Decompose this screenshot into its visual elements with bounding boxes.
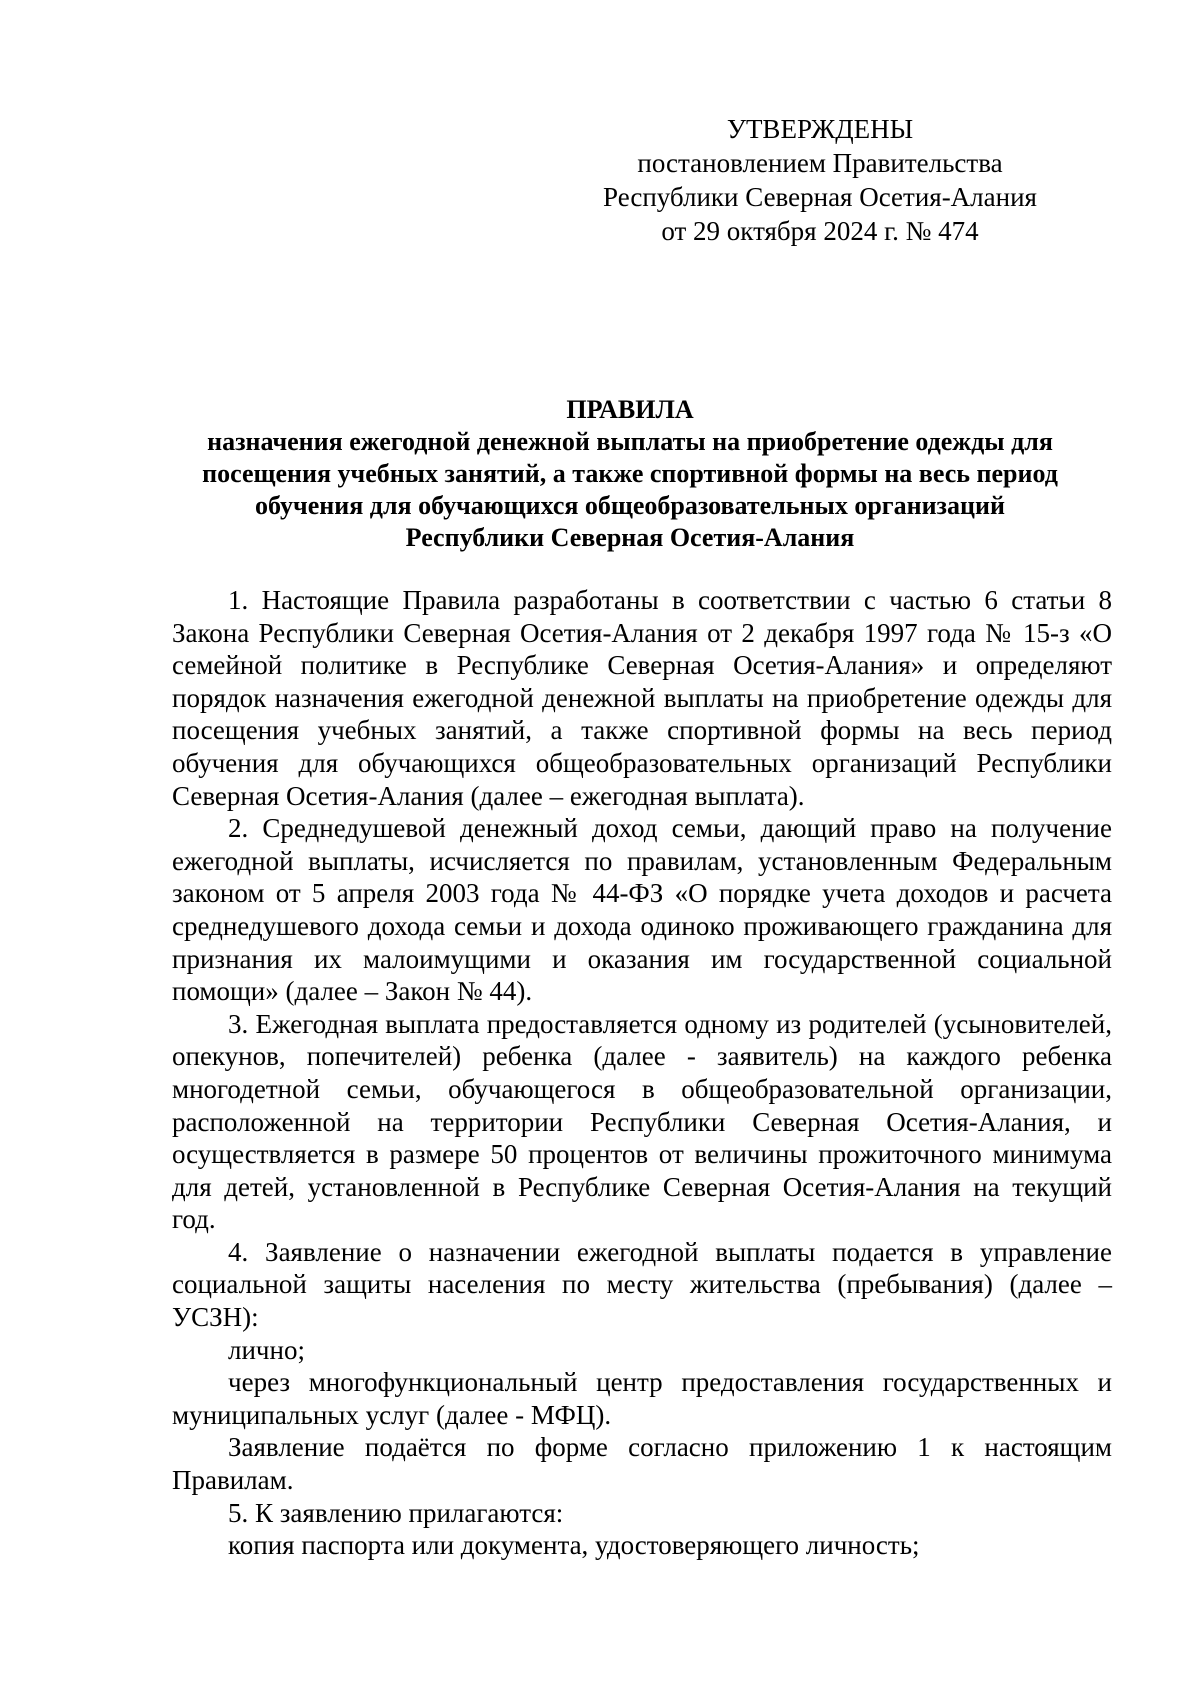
document-title	[150, 394, 1110, 554]
title-line-2: посещения учебных занятий, а также спортивной формы на весь период	[202, 459, 1058, 488]
paragraph-2: 2. Среднедушевой денежный доход семьи, дающий право на получение ежегодной выплаты, исчисляется по правилам, установленным Федеральным законом от 5 апреля 2003 года № 44-ФЗ «О порядке учета доходов и расчета среднедушевого дохода семьи и дохода одиноко проживающего гражданина для признания их малоимущими и оказания им государственной социальной помощи» (далее – Закон № 44).	[172, 813, 1112, 1007]
approval-region: Республики Северная Осетия-Алания	[603, 182, 1037, 212]
title-line-3: обучения для обучающихся общеобразовательных организаций	[255, 491, 1005, 520]
paragraph-4-option-mfc: через многофункциональный центр предоставления государственных и муниципальных услуг (далее - МФЦ).	[172, 1367, 1112, 1430]
title-heading: ПРАВИЛА	[566, 395, 694, 424]
paragraph-1: 1. Настоящие Правила разработаны в соответствии с частью 6 статьи 8 Закона Республики Северная Осетия-Алания от 2 декабря 1997 года № 15-з «О семейной политике в Республике Северная Осетия-Алания» и определяют порядок назначения ежегодной денежной выплаты на приобретение одежды для посещения учебных занятий, а также спортивной формы на весь период обучения для обучающихся общеобразовательных организаций Республики Северная Осетия-Алания (далее – ежегодная выплата).	[172, 585, 1112, 811]
document-body	[172, 584, 1112, 1562]
approval-authority: постановлением Правительства	[637, 148, 1003, 178]
title-line-4: Республики Северная Осетия-Алания	[405, 523, 855, 552]
approval-stamp	[570, 112, 1070, 248]
paragraph-4-option-personally: лично;	[228, 1334, 305, 1365]
title-line-1: назначения ежегодной денежной выплаты на приобретение одежды для	[207, 427, 1053, 456]
approval-date-number: от 29 октября 2024 г. № 474	[661, 216, 979, 246]
paragraph-4-form-note: Заявление подаётся по форме согласно приложению 1 к настоящим Правилам.	[172, 1432, 1112, 1496]
paragraph-5: 5. К заявлению прилагаются:	[228, 1497, 564, 1528]
approval-heading: УТВЕРЖДЕНЫ	[726, 114, 914, 144]
paragraph-3: 3. Ежегодная выплата предоставляется одному из родителей (усыновителей, опекунов, попечителей) ребенка (далее - заявитель) на каждого ребенка многодетной семьи, обучающегося в общеобразовательной организации, расположенной на территории Республики Северная Осетия-Алания, и осуществляется в размере 50 процентов от величины прожиточного минимума для детей, установленной в Республике Северная Осетия-Алания на текущий год.	[172, 1008, 1112, 1235]
paragraph-4: 4. Заявление о назначении ежегодной выплаты подается в управление социальной защиты населения по месту жительства (пребывания) (далее – УСЗН):	[172, 1236, 1112, 1333]
paragraph-5-item-passport: копия паспорта или документа, удостоверяющего личность;	[228, 1530, 920, 1561]
